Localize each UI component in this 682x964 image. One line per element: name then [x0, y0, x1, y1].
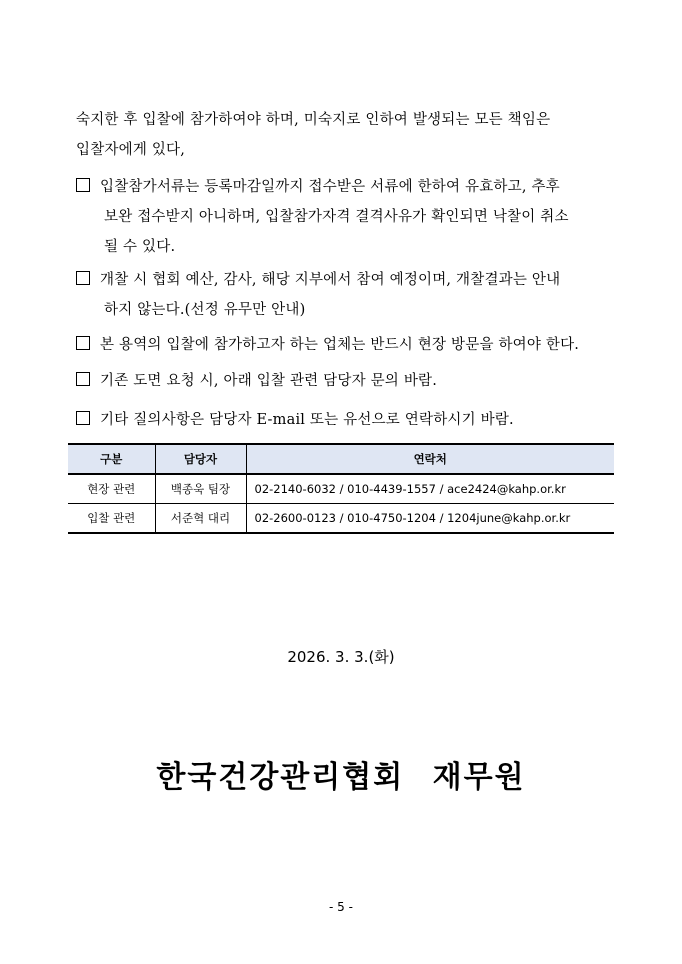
checkbox-bullet-icon [76, 411, 90, 425]
category-cell: 입찰 관련 [68, 504, 155, 534]
item-text: 입찰참가서류는 등록마감일까지 접수받은 서류에 한하여 유효하고, 추후 [100, 179, 560, 195]
table-header-row [68, 444, 614, 474]
checkbox-bullet-icon [76, 372, 90, 386]
notice-item [76, 330, 621, 360]
table-row [68, 474, 614, 504]
notice-item [76, 405, 621, 435]
header-person: 담당자 [155, 444, 246, 474]
checkbox-bullet-icon [76, 178, 90, 192]
continued-paragraph [76, 105, 621, 165]
checkbox-bullet-icon [76, 336, 90, 350]
item-text: 보완 접수받지 아니하며, 입찰참가자격 결격사유가 확인되면 낙찰이 취소 [104, 209, 569, 225]
organization-name: 한국건강관리협회 재무원 [156, 760, 526, 795]
contact-cell: 02-2600-0123 / 010-4750-1204 / 1204june@kahp.or.kr [246, 504, 614, 534]
notice-item [76, 265, 621, 325]
header-contact: 연락처 [246, 444, 614, 474]
category-cell: 현장 관련 [68, 474, 155, 504]
paragraph-line: 숙지한 후 입찰에 참가하여야 하며, 미숙지로 인하여 발생되는 모든 책임은 [76, 112, 551, 128]
item-text: 기존 도면 요청 시, 아래 입찰 관련 담당자 문의 바람. [100, 373, 438, 389]
item-text: 본 용역의 입찰에 참가하고자 하는 업체는 반드시 현장 방문을 하여야 한다. [100, 337, 580, 353]
header-category: 구분 [68, 444, 155, 474]
page-number: - 5 - [329, 900, 353, 914]
checkbox-bullet-icon [76, 271, 90, 285]
paragraph-line: 입찰자에게 있다, [76, 142, 186, 158]
person-cell: 백종욱 팀장 [155, 474, 246, 504]
person-cell: 서준혁 대리 [155, 504, 246, 534]
notice-item [76, 366, 621, 396]
item-text: 하지 않는다.(선정 유무만 안내) [104, 302, 306, 318]
document-date: 2026. 3. 3.(화) [287, 648, 395, 666]
item-text: 기타 질의사항은 담당자 E-mail 또는 유선으로 연락하시기 바람. [100, 412, 514, 428]
notice-item [76, 172, 621, 262]
contact-cell: 02-2140-6032 / 010-4439-1557 / ace2424@kahp.or.kr [246, 474, 614, 504]
table-row [68, 504, 614, 534]
item-text: 될 수 있다. [104, 239, 176, 255]
item-text: 개찰 시 협회 예산, 감사, 해당 지부에서 참여 예정이며, 개찰결과는 안내 [100, 272, 561, 288]
contact-table [68, 443, 614, 534]
